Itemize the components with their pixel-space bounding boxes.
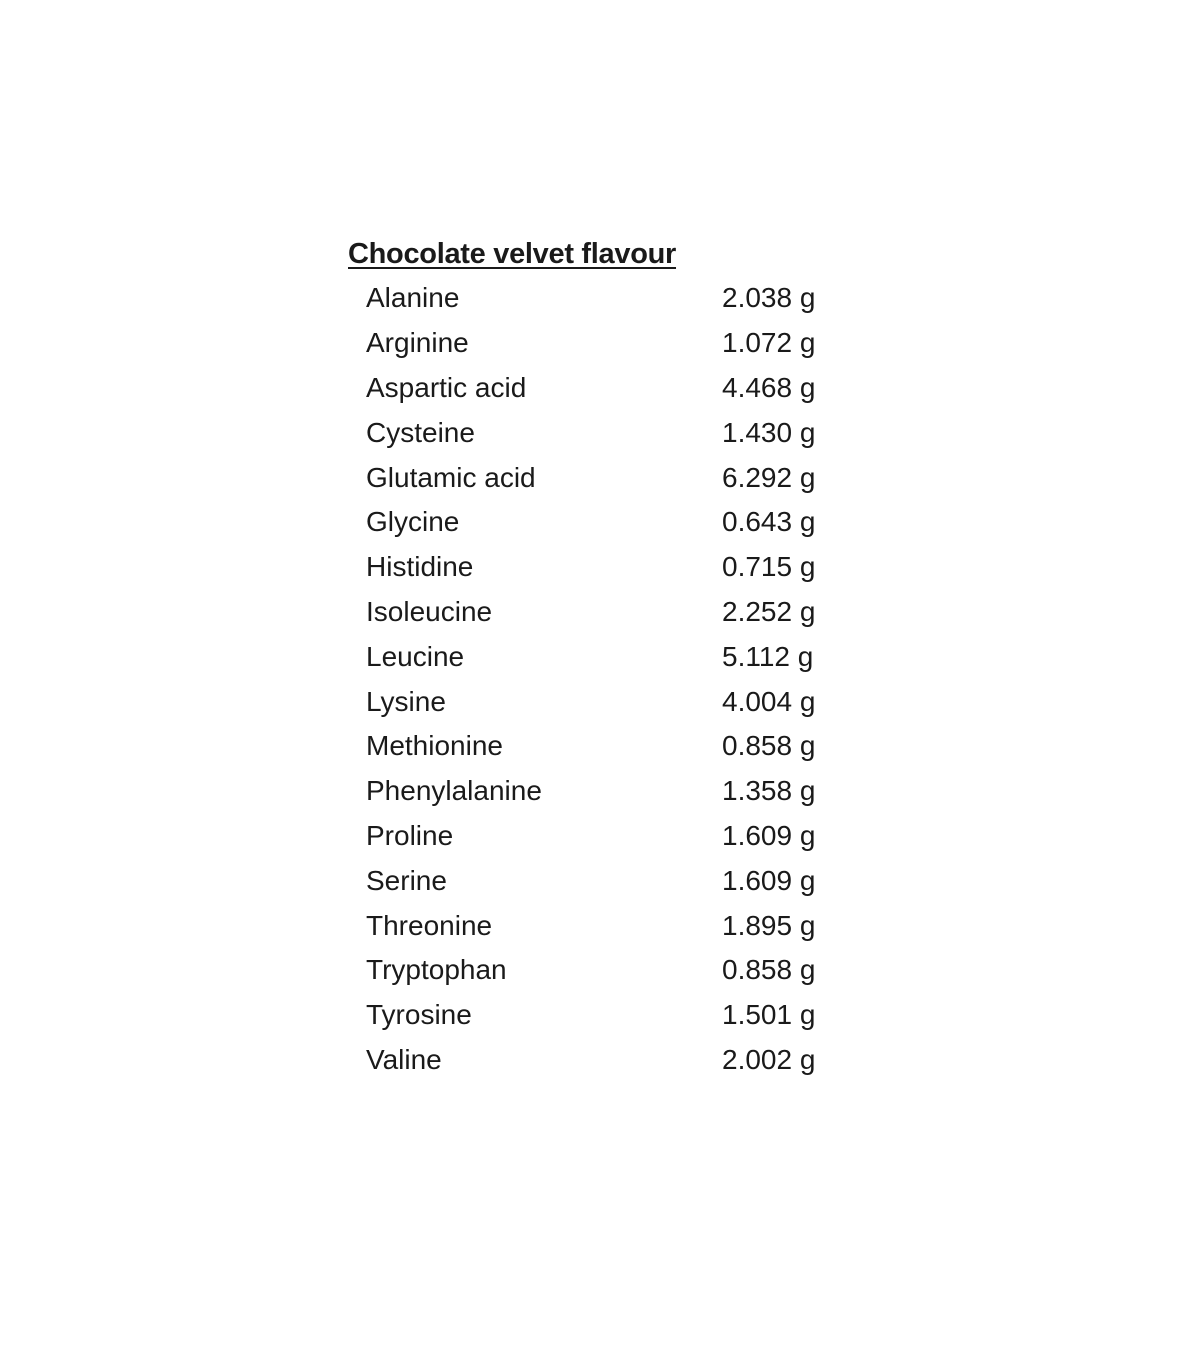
list-item (366, 1038, 868, 1083)
amino-acid-amount: 6.292 g (722, 461, 816, 493)
amino-acid-name: Tyrosine (366, 999, 472, 1031)
amino-acid-amount: 2.038 g (722, 282, 816, 314)
list-item (366, 993, 868, 1038)
amino-acid-name: Lysine (366, 685, 446, 717)
amino-acid-amount: 5.112 g (722, 640, 814, 672)
list-item (366, 724, 868, 769)
amino-acid-name: Serine (366, 864, 447, 896)
amino-acid-amount: 0.715 g (722, 551, 816, 583)
list-item (366, 366, 868, 411)
list-item (366, 814, 868, 859)
amino-acid-name: Isoleucine (366, 595, 493, 627)
amino-acid-amount: 4.468 g (722, 371, 816, 403)
amino-acid-amount: 2.002 g (722, 1043, 816, 1075)
amino-acid-amount: 1.609 g (722, 819, 816, 851)
amino-acid-amount: 1.895 g (722, 909, 816, 941)
amino-acid-name: Arginine (366, 327, 469, 359)
list-item (366, 455, 868, 500)
amino-acid-amount: 1.609 g (722, 864, 816, 896)
list-item (366, 321, 868, 366)
list-item (366, 903, 868, 948)
amino-acid-amount: 1.430 g (722, 416, 816, 448)
list-item (366, 276, 868, 321)
list-item (366, 634, 868, 679)
amino-acid-name: Histidine (366, 551, 474, 583)
amino-acid-name: Glutamic acid (366, 461, 536, 493)
list-item (366, 769, 868, 814)
amino-acid-name: Phenylalanine (366, 775, 542, 807)
amino-acid-document (348, 232, 868, 1082)
list-item (366, 590, 868, 635)
amino-acid-name: Glycine (366, 506, 460, 538)
list-item (366, 545, 868, 590)
amino-acid-name: Aspartic acid (366, 371, 527, 403)
amino-acid-name: Leucine (366, 640, 465, 672)
list-item (366, 858, 868, 903)
amino-acid-amount: 1.501 g (722, 999, 816, 1031)
amino-acid-amount: 2.252 g (722, 595, 816, 627)
amino-acid-name: Proline (366, 819, 454, 851)
amino-acid-name: Threonine (366, 909, 493, 941)
document-title: Chocolate velvet flavour (348, 238, 677, 270)
amino-acid-amount: 0.643 g (722, 506, 816, 538)
amino-acid-amount: 1.358 g (722, 775, 816, 807)
list-item (366, 948, 868, 993)
amino-acid-name: Cysteine (366, 416, 475, 448)
amino-acid-amount: 0.858 g (722, 954, 816, 986)
list-item (366, 679, 868, 724)
amino-acid-name: Valine (366, 1043, 442, 1075)
amino-acid-name: Tryptophan (366, 954, 507, 986)
amino-acid-amount: 1.072 g (722, 327, 816, 359)
amino-acid-amount: 4.004 g (722, 685, 816, 717)
amino-acid-name: Methionine (366, 730, 503, 762)
list-item (366, 500, 868, 545)
list-item (366, 410, 868, 455)
amino-acid-amount: 0.858 g (722, 730, 816, 762)
amino-acid-name: Alanine (366, 282, 460, 314)
amino-acid-list (366, 276, 868, 1082)
